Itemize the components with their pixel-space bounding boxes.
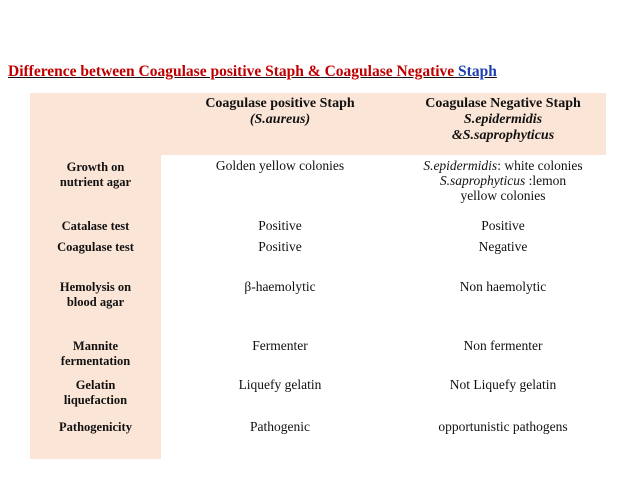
species-epidermidis: S.epidermidis: [423, 158, 498, 173]
cell-coagulase-positive: Positive: [258, 239, 302, 254]
header-col1: [182, 96, 378, 128]
header-col1-species: (S.aureus): [249, 112, 311, 127]
saprophyticus-colony-cont: yellow colonies: [460, 188, 546, 203]
row-label-growth-line1: Growth on: [66, 160, 125, 174]
header-col2-species-1: S.epidermidis: [463, 112, 543, 127]
cell-growth-positive: Golden yellow colonies: [215, 158, 345, 173]
cell-catalase-negative: Positive: [481, 218, 525, 233]
title-part-3: Staph: [458, 63, 497, 80]
row-label-hemolysis-line2: blood agar: [66, 295, 125, 309]
cell-gelatin-positive: Liquefy gelatin: [238, 377, 322, 392]
row-label-gelatin-line1: Gelatin: [75, 378, 116, 392]
epidermidis-colony: : white colonies: [497, 158, 583, 173]
cell-mannite-positive: Fermenter: [252, 338, 308, 353]
header-col1-title: Coagulase positive Staph: [205, 96, 355, 111]
title-ampersand: &: [307, 63, 321, 80]
row-label-mannite-line1: Mannite: [72, 339, 119, 353]
row-label-catalase: Catalase test: [61, 219, 130, 233]
cell-mannite-negative: Non fermenter: [463, 338, 543, 353]
row-label-mannite: [30, 339, 161, 369]
row-label-hemolysis-line1: Hemolysis on: [59, 280, 132, 294]
saprophyticus-colony: :lemon: [525, 173, 567, 188]
title-part-1: Difference between Coagulase positive Staph: [8, 63, 304, 80]
row-label-coagulase: Coagulase test: [57, 240, 134, 254]
cell-growth-negative: [400, 158, 606, 203]
cell-hemolysis-positive: β-haemolytic: [244, 279, 316, 294]
row-label-gelatin: [30, 378, 161, 408]
header-col2: [400, 96, 606, 144]
cell-pathogenicity-negative: opportunistic pathogens: [438, 419, 568, 434]
row-label-hemolysis: [30, 280, 161, 310]
row-label-growth: [30, 160, 161, 190]
slide-title: [8, 63, 632, 81]
cell-coagulase-negative: Negative: [478, 239, 528, 254]
cell-catalase-positive: Positive: [258, 218, 302, 233]
header-col2-species-2: &S.saprophyticus: [451, 128, 555, 143]
species-saprophyticus: S.saprophyticus: [439, 173, 526, 188]
header-col2-title: Coagulase Negative Staph: [425, 96, 581, 111]
title-part-2: Coagulase Negative: [324, 63, 455, 80]
cell-pathogenicity-positive: Pathogenic: [250, 419, 310, 434]
row-label-growth-line2: nutrient agar: [59, 175, 132, 189]
cell-hemolysis-negative: Non haemolytic: [459, 279, 547, 294]
cell-gelatin-negative: Not Liquefy gelatin: [449, 377, 557, 392]
row-label-pathogenicity: Pathogenicity: [59, 420, 132, 434]
row-label-mannite-line2: fermentation: [60, 354, 131, 368]
row-label-gelatin-line2: liquefaction: [63, 393, 128, 407]
